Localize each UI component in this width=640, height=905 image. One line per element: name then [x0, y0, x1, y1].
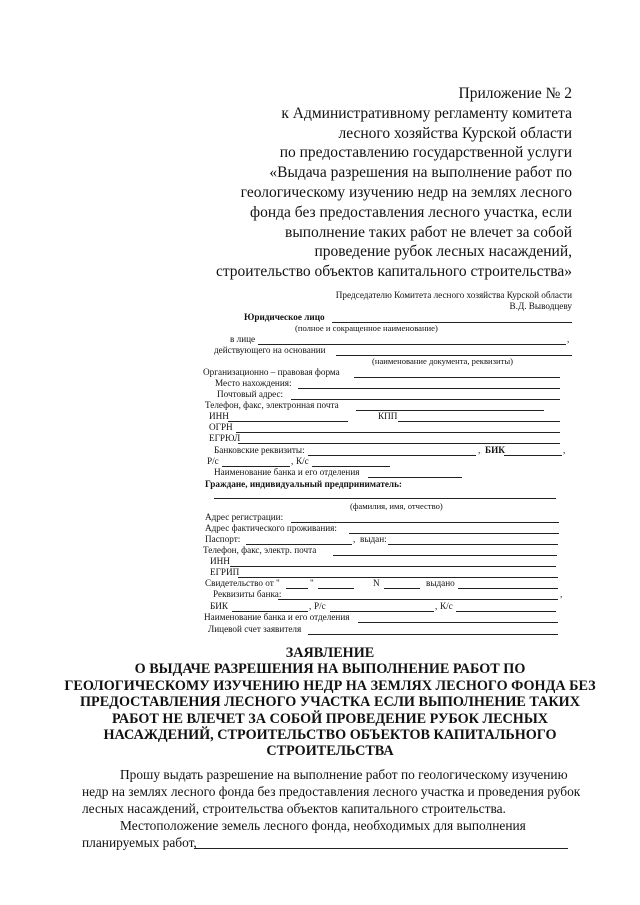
- comma: ,: [478, 445, 481, 455]
- certificate-month-field[interactable]: [318, 588, 354, 589]
- appendix-line: «Выдача разрешения на выполнение работ по: [269, 164, 572, 182]
- ind-rs-label: Р/с: [314, 601, 326, 611]
- statement-title-line: ГЕОЛОГИЧЕСКОМУ ИЗУЧЕНИЮ НЕДР НА ЗЕМЛЯХ ЛЕСНОГО ФОНДА БЕЗ: [64, 677, 596, 694]
- bank-name-field[interactable]: [368, 477, 462, 478]
- ind-inn-field[interactable]: [230, 566, 556, 567]
- bank-field[interactable]: [308, 455, 476, 456]
- comma: ,: [560, 589, 563, 599]
- kpp-field[interactable]: [398, 421, 560, 422]
- reg-address-label: Адрес регистрации:: [205, 512, 284, 522]
- paragraph-line: планируемых работ,: [82, 835, 197, 850]
- appendix-line: лесного хозяйства Курской области: [338, 124, 572, 142]
- bank-details-label: Реквизиты банка:: [213, 589, 282, 599]
- bik-label: БИК: [485, 445, 505, 455]
- issued-label: выдан:: [360, 534, 387, 544]
- comma: ,: [353, 534, 356, 544]
- comma: ,: [309, 601, 312, 611]
- egrip-field[interactable]: [238, 577, 558, 578]
- inn-field[interactable]: [228, 421, 348, 422]
- ind-inn-label: ИНН: [210, 556, 230, 566]
- bik-field[interactable]: [504, 455, 562, 456]
- fio-field[interactable]: [214, 498, 556, 499]
- org-form-label: Организационно – правовая форма: [203, 367, 340, 377]
- ind-phone-field[interactable]: [333, 555, 557, 556]
- issued-field[interactable]: [388, 544, 558, 545]
- appendix-line: проведение рубок лесных насаждений,: [314, 243, 572, 261]
- individual-heading: Граждане, индивидуальный предприниматель:: [205, 479, 402, 489]
- ind-phone-label: Телефон, факс, электр. почта: [203, 545, 317, 555]
- in-person-label: в лице: [230, 334, 256, 344]
- addressee-line2: В.Д. Выводцеву: [509, 301, 572, 311]
- appendix-line: по предоставлению государственной услуги: [279, 144, 572, 162]
- addressee-line1: Председателю Комитета лесного хозяйства Курской области: [335, 290, 572, 300]
- ind-ks-label: К/с: [440, 601, 453, 611]
- statement-title-line: О ВЫДАЧЕ РАЗРЕШЕНИЯ НА ВЫПОЛНЕНИЕ РАБОТ ПО: [134, 661, 526, 678]
- ind-bik-label: БИК: [210, 601, 229, 611]
- actual-address-label: Адрес фактического проживания:: [205, 523, 337, 533]
- issued2-label: выдано: [426, 578, 455, 588]
- location-field[interactable]: [298, 388, 560, 389]
- postal-label: Почтовый адрес:: [217, 389, 284, 399]
- bank-name-label: Наименование банка и его отделения: [214, 467, 360, 477]
- account-label: Лицевой счет заявителя: [208, 624, 302, 634]
- certificate-number-field[interactable]: [384, 588, 420, 589]
- appendix-line: строительство объектов капитального строительства»: [215, 263, 572, 281]
- appendix-line: фонда без предоставления лесного участка, если: [250, 203, 572, 221]
- org-form-field[interactable]: [354, 377, 560, 378]
- appendix-line: к Административному регламенту комитета: [281, 104, 572, 122]
- certificate-day-field[interactable]: [286, 588, 308, 589]
- inn-label: ИНН: [209, 411, 229, 421]
- quote: ": [310, 578, 314, 588]
- location-label: Место нахождения:: [215, 378, 292, 388]
- ind-bank-name-label: Наименование банка и его отделения: [204, 612, 350, 622]
- account-field[interactable]: [308, 634, 558, 635]
- egrul-field[interactable]: [238, 443, 560, 444]
- work-location-field[interactable]: [194, 848, 568, 849]
- ind-ks-field[interactable]: [456, 611, 556, 612]
- legal-name-caption: (полное и сокращенное наименование): [295, 323, 438, 333]
- phone-label: Телефон, факс, электронная почта: [205, 400, 339, 410]
- ks-label: К/с: [296, 456, 309, 466]
- appendix-number: Приложение № 2: [458, 85, 572, 102]
- statement-title-line: РАБОТ НЕ ВЛЕЧЕТ ЗА СОБОЙ ПРОВЕДЕНИЕ РУБОК ЛЕСНЫХ: [111, 710, 549, 727]
- paragraph-line: недр на землях лесного фонда без предоставления лесного участка и проведения рубок: [82, 784, 581, 799]
- comma: ,: [291, 456, 294, 466]
- ogrn-label: ОГРН: [209, 422, 233, 432]
- paragraph-line: Местоположение земель лесного фонда, необходимых для выполнения: [120, 818, 526, 833]
- egrip-label: ЕГРИП: [210, 567, 240, 577]
- certificate-issuer-field[interactable]: [458, 588, 558, 589]
- comma: ,: [563, 445, 566, 455]
- kpp-label: КПП: [378, 411, 398, 421]
- statement-title-line: СТРОИТЕЛЬСТВА: [266, 743, 394, 760]
- rs-label: Р/с: [207, 456, 219, 466]
- ind-bank-name-field[interactable]: [358, 622, 558, 623]
- n-label: N: [373, 578, 380, 588]
- appendix-line: геологическому изучению недр на землях лесного: [240, 184, 572, 201]
- paragraph-line: Прошу выдать разрешение на выполнение работ по геологическому изучению: [120, 767, 568, 782]
- paragraph-line: лесных насаждений, строительства объектов капитального строительства.: [82, 801, 506, 816]
- passport-label: Паспорт:: [205, 534, 241, 544]
- fio-caption: (фамилия, имя, отчество): [350, 501, 443, 511]
- bank-label: Банковские реквизиты:: [214, 445, 305, 455]
- egrul-label: ЕГРЮЛ: [209, 433, 241, 443]
- comma: ,: [435, 601, 438, 611]
- bank-details-field[interactable]: [278, 599, 558, 600]
- comma: ,: [567, 334, 570, 344]
- statement-title-line: ПРЕДОСТАВЛЕНИЯ ЛЕСНОГО УЧАСТКА ЕСЛИ ВЫПОЛНЕНИЕ ТАКИХ: [80, 694, 580, 711]
- ogrn-field[interactable]: [236, 432, 560, 433]
- acting-on-label: действующего на основании: [214, 345, 326, 355]
- legal-heading: Юридическое лицо: [244, 312, 325, 322]
- doc-caption: (наименование документа, реквизиты): [372, 356, 513, 366]
- statement-title-line: НАСАЖДЕНИЙ, СТРОИТЕЛЬСТВО ОБЪЕКТОВ КАПИТАЛЬНОГО: [103, 727, 557, 743]
- statement-title-line: ЗАЯВЛЕНИЕ: [285, 645, 375, 661]
- appendix-line: выполнение таких работ не влечет за собой: [285, 223, 572, 241]
- certificate-label: Свидетельство от ": [205, 578, 280, 588]
